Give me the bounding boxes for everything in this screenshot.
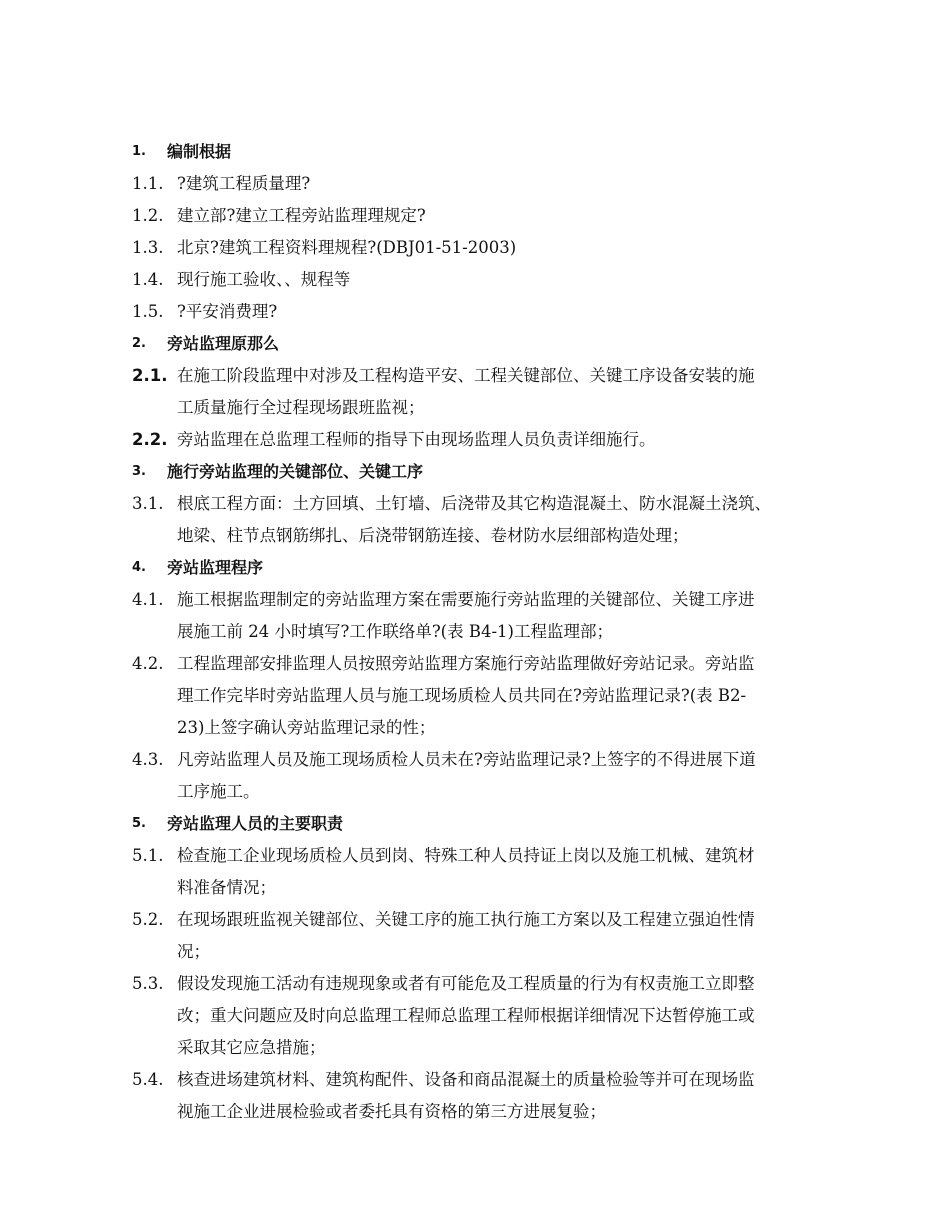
section-title: 编制根据: [167, 142, 232, 161]
list-item-4-1: [132, 584, 852, 616]
section-number: 1.: [132, 144, 146, 159]
item-text: 料准备情况；: [177, 878, 276, 897]
section-title: 旁站监理原那么: [167, 334, 280, 353]
list-item-1-2: [132, 200, 852, 232]
list-item-1-3: [132, 232, 852, 264]
item-text: 旁站监理在总监理工程师的指导下由现场监理人员负责详细施行。: [177, 430, 656, 449]
item-text: 工质量施行全过程现场跟班监视；: [177, 398, 425, 417]
item-text: 视施工企业进展检验或者委托具有资格的第三方进展复验；: [177, 1102, 606, 1121]
list-item-3-1-continuation: [132, 520, 852, 552]
item-number: 1.5.: [132, 302, 164, 321]
item-number: 4.2.: [132, 654, 164, 673]
item-text: 工程监理部安排监理人员按照旁站监理方案施行旁站监理做好旁站记录。旁站监: [177, 654, 755, 673]
item-number: 5.3.: [132, 974, 164, 993]
item-text: 根底工程方面：土方回填、土钉墙、后浇带及其它构造混凝土、防水混凝土浇筑、: [177, 494, 771, 513]
item-number: 2.2.: [132, 430, 168, 449]
section-heading-3: [132, 456, 852, 488]
section-title: 旁站监理程序: [167, 558, 264, 577]
section-title: 旁站监理人员的主要职责: [167, 814, 344, 833]
item-text: 在现场跟班监视关键部位、关键工序的施工执行施工方案以及工程建立强迫性情: [177, 910, 755, 929]
section-title: 施行旁站监理的关键部位、关键工序: [167, 462, 424, 481]
item-text: 施工根据监理制定的旁站监理方案在需要施行旁站监理的关键部位、关键工序进: [177, 590, 755, 609]
item-number: 5.4.: [132, 1070, 164, 1089]
item-text: 工序施工。: [177, 782, 260, 801]
item-number: 4.1.: [132, 590, 164, 609]
item-number: 3.1.: [132, 494, 164, 513]
item-text: 核查进场建筑材料、建筑构配件、设备和商品混凝土的质量检验等并可在现场监: [177, 1070, 755, 1089]
list-item-5-4-continuation: [132, 1096, 852, 1128]
item-text: 北京?建筑工程资料理规程?(DBJ01-51-2003): [177, 238, 517, 257]
item-text: ?平安消费理?: [177, 302, 278, 321]
list-item-4-2-continuation: [132, 712, 852, 744]
item-text: 凡旁站监理人员及施工现场质检人员未在?旁站监理记录?上签字的不得进展下道: [177, 750, 756, 769]
item-text: 在施工阶段监理中对涉及工程构造平安、工程关键部位、关键工序设备安装的施: [177, 366, 755, 385]
document-body: [132, 136, 852, 1128]
item-number: 1.2.: [132, 206, 164, 225]
list-item-4-2: [132, 648, 852, 680]
list-item-4-2-continuation: [132, 680, 852, 712]
list-item-2-1-continuation: [132, 392, 852, 424]
list-item-5-1-continuation: [132, 872, 852, 904]
list-item-5-4: [132, 1064, 852, 1096]
list-item-3-1: [132, 488, 852, 520]
section-heading-5: [132, 808, 852, 840]
list-item-2-1: [132, 360, 852, 392]
item-text: 地梁、柱节点钢筋绑扎、后浇带钢筋连接、卷材防水层细部构造处理；: [177, 526, 689, 545]
item-number: 2.1.: [132, 366, 168, 385]
item-text: 假设发现施工活动有违规现象或者有可能危及工程质量的行为有权责施工立即整: [177, 974, 755, 993]
item-number: 5.2.: [132, 910, 164, 929]
item-text: 采取其它应急措施；: [177, 1038, 326, 1057]
list-item-5-1: [132, 840, 852, 872]
list-item-5-3-continuation: [132, 1032, 852, 1064]
item-number: 1.1.: [132, 174, 164, 193]
item-text: 现行施工验收、、规程等: [177, 270, 351, 289]
list-item-1-5: [132, 296, 852, 328]
list-item-1-1: [132, 168, 852, 200]
section-number: 3.: [132, 464, 146, 479]
item-text: 改；重大问题应及时向总监理工程师总监理工程师根据详细情况下达暂停施工或: [177, 1006, 755, 1025]
section-heading-4: [132, 552, 852, 584]
item-text: 建立部?建立工程旁站监理理规定?: [177, 206, 426, 225]
list-item-4-3-continuation: [132, 776, 852, 808]
item-text: 检查施工企业现场质检人员到岗、特殊工种人员持证上岗以及施工机械、建筑材: [177, 846, 755, 865]
item-text: 理工作完毕时旁站监理人员与施工现场质检人员共同在?旁站监理记录?(表 B2-: [177, 686, 747, 705]
list-item-1-4: [132, 264, 852, 296]
section-heading-1: [132, 136, 852, 168]
section-heading-2: [132, 328, 852, 360]
list-item-4-3: [132, 744, 852, 776]
section-number: 2.: [132, 336, 146, 351]
section-number: 5.: [132, 816, 146, 831]
list-item-5-3-continuation: [132, 1000, 852, 1032]
section-number: 4.: [132, 560, 146, 575]
item-text: 展施工前 24 小时填写?工作联络单?(表 B4-1)工程监理部；: [177, 622, 613, 641]
list-item-5-2: [132, 904, 852, 936]
list-item-4-1-continuation: [132, 616, 852, 648]
list-item-5-2-continuation: [132, 936, 852, 968]
list-item-5-3: [132, 968, 852, 1000]
list-item-2-2: [132, 424, 852, 456]
item-number: 1.4.: [132, 270, 164, 289]
item-text: ?建筑工程质量理?: [177, 174, 311, 193]
item-number: 5.1.: [132, 846, 164, 865]
item-number: 1.3.: [132, 238, 164, 257]
item-text: 况；: [177, 942, 210, 961]
item-number: 4.3.: [132, 750, 164, 769]
item-text: 23)上签字确认旁站监理记录的性；: [177, 718, 436, 737]
